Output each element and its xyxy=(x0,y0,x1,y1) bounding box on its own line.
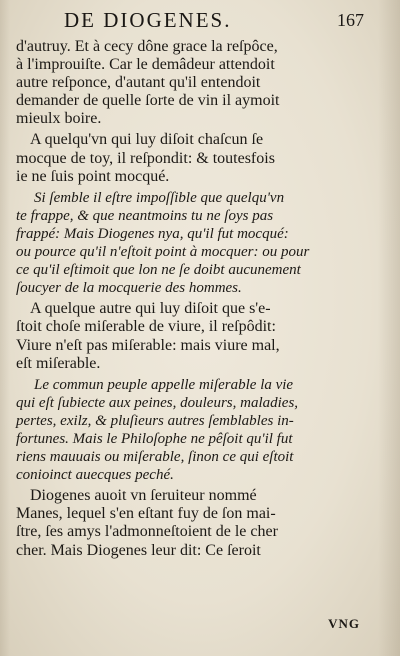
catchword: VNG xyxy=(328,616,360,631)
commentary-line: fortunes. Mais le Philoſophe ne pêſoit qu'il fut xyxy=(16,430,293,447)
text-line: autre reſponce, d'autant qu'il entendoit xyxy=(16,74,261,92)
text-line: demander de quelle ſorte de vin il aymoit xyxy=(16,92,280,110)
commentary-start: Si ſemble il eſtre impoſſible que quelqu'vn xyxy=(34,189,285,206)
text-line: eſt miſerable. xyxy=(16,354,101,372)
body-text xyxy=(16,38,372,560)
commentary-line: riens mauuais ou miſerable, ſinon ce qui eſtoit xyxy=(16,449,294,466)
commentary-line: te frappe, & que neantmoins tu ne ſoys pas xyxy=(16,207,274,224)
text-line: Manes, lequel s'en eſtant fuy de ſon mai- xyxy=(16,505,276,523)
text-line: à l'improuiſte. Car le demâdeur attendoit xyxy=(16,56,275,74)
text-line: mocque de toy, il reſpondit: & toutesfois xyxy=(16,149,275,167)
commentary-line: frappé: Mais Diogenes nya, qu'il fut mocqué: xyxy=(16,225,289,242)
paragraph-start: A quelqu'vn qui luy diſoit chaſcun ſe xyxy=(30,131,264,149)
text-line: cher. Mais Diogenes leur dit: Ce ſeroit xyxy=(16,541,261,559)
commentary-line: ou pource qu'il n'eſtoit point à mocquer: ou pour xyxy=(16,244,310,261)
commentary-line: conioinct auecques peché. xyxy=(16,467,174,484)
commentary-line: ſoucyer de la mocquerie des hommes. xyxy=(16,280,242,297)
text-line: d'autruy. Et à cecy dône grace la reſpôce, xyxy=(16,38,278,55)
page-right-shadow xyxy=(378,0,400,656)
text-line: Viure n'eſt pas miſerable: mais viure mal, xyxy=(16,336,280,354)
commentary-line: pertes, exilz, & pluſieurs autres ſemblables in- xyxy=(16,412,294,429)
page-left-shadow xyxy=(0,0,10,656)
paragraph-start: Diogenes auoit vn ſeruiteur nommé xyxy=(30,487,257,505)
text-line: ſtre, ſes amys l'admonneſtoient de le cher xyxy=(16,523,278,541)
running-head: DE DIOGENES. xyxy=(64,8,232,32)
commentary-line: ce qu'il eſtimoit que lon ne ſe doibt aucunement xyxy=(16,262,301,279)
page-number: 167 xyxy=(337,10,364,30)
text-line: mieulx boire. xyxy=(16,110,102,128)
paragraph-start: A quelque autre qui luy diſoit que s'e- xyxy=(30,300,271,318)
text-line: ie ne ſuis point mocqué. xyxy=(16,167,170,185)
text-line: ſtoit choſe miſerable de viure, il reſpôdit: xyxy=(16,318,276,336)
commentary-start: Le commun peuple appelle miſerable la vie xyxy=(34,376,294,393)
page-header xyxy=(64,8,364,34)
commentary-line: qui eſt ſubiecte aux peines, douleurs, maladies, xyxy=(16,394,299,411)
